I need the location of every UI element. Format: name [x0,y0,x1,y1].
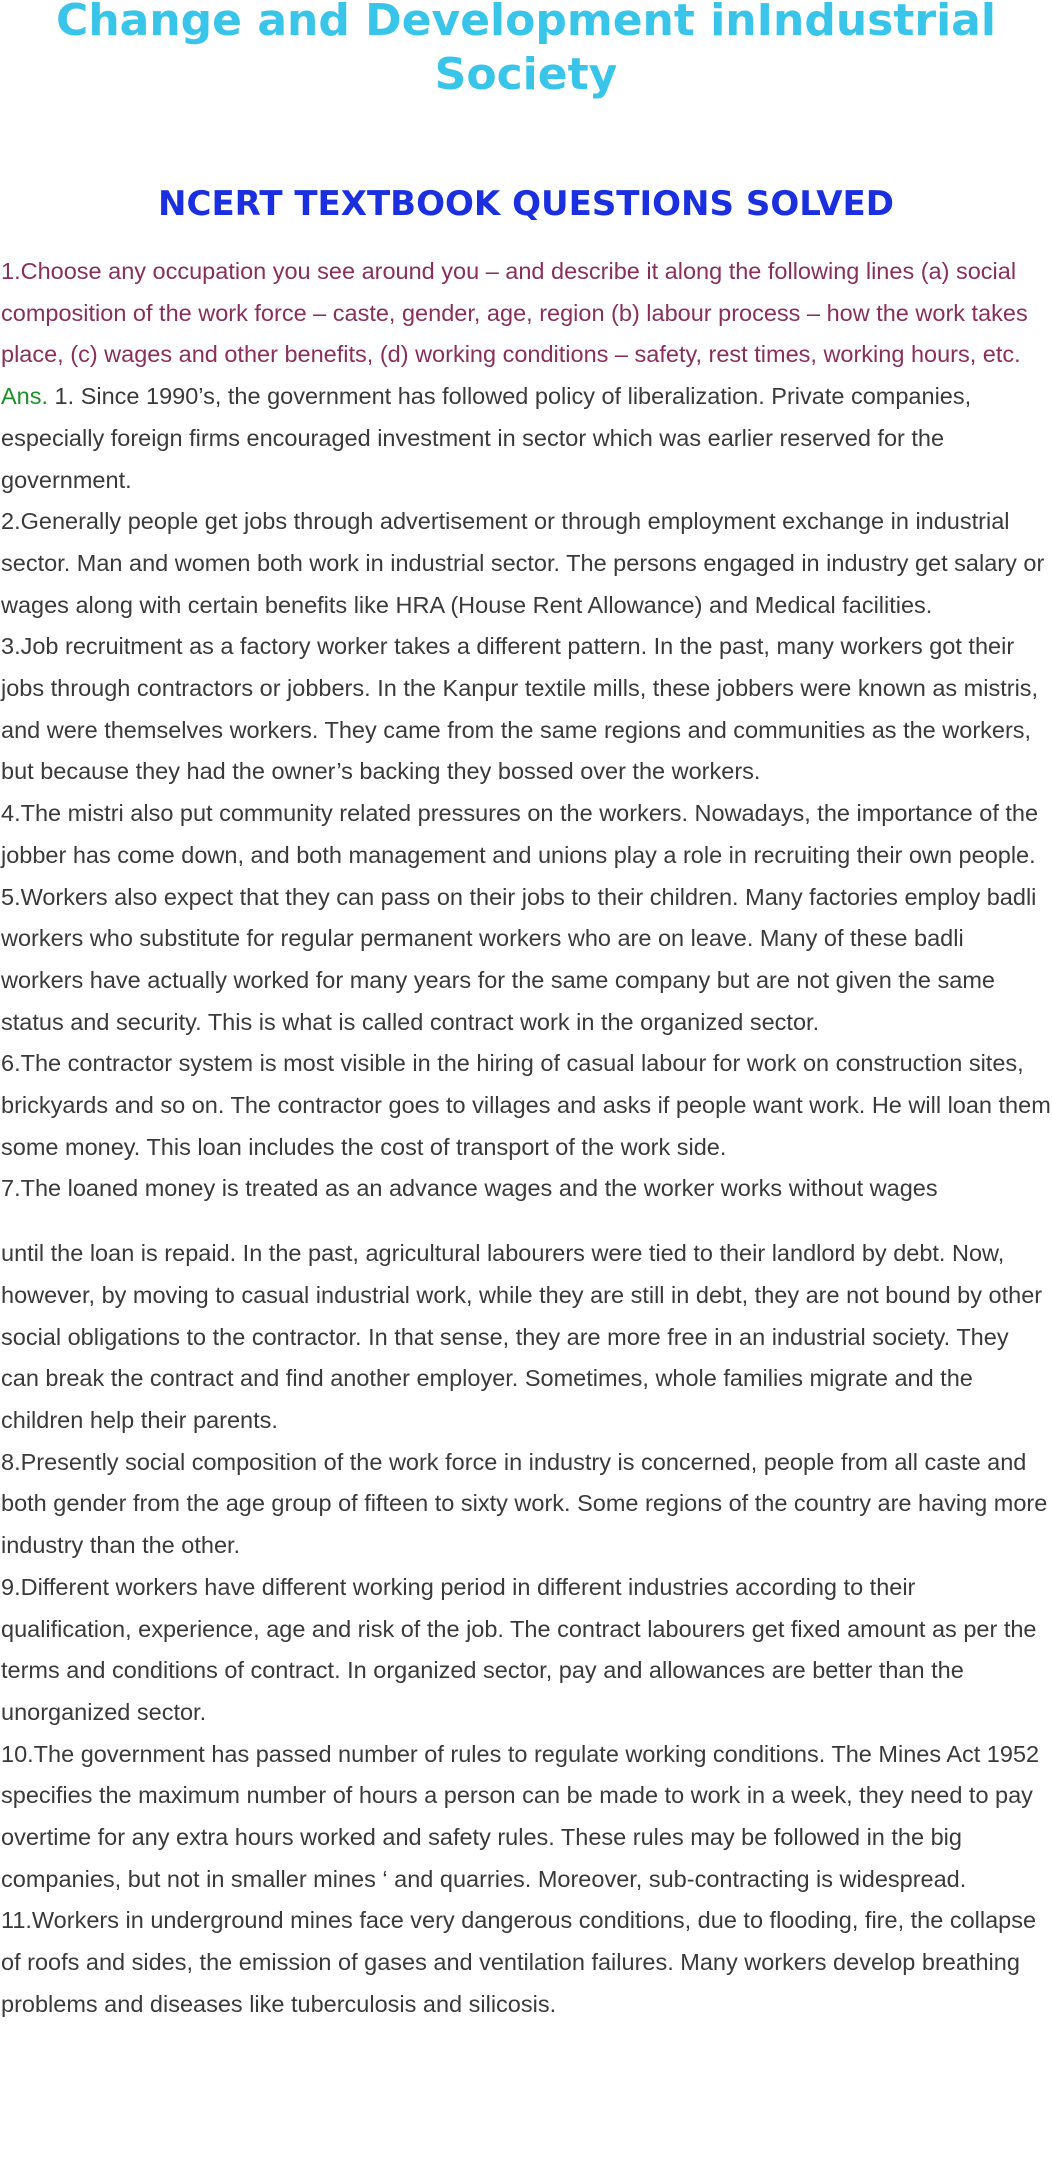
answer-paragraph-3: 3.Job recruitment as a factory worker takes a different pattern. In the past, many workers got their jobs through contractors or jobbers. In the Kanpur textile mills, these jobbers were known as mistris, and were themselves workers. They came from the same regions and communities as the workers, but because they had the owner’s backing they bossed over the workers. [1,633,1039,785]
answer-paragraph-1 [1,376,1051,501]
answer-paragraph-10: 10.The government has passed number of rules to regulate working conditions. The Mines Act 1952 specifies the maximum number of hours a person can be made to work in a week, they need to pay overtime for any extra hours worked and safety rules. These rules may be followed in the big companies, but not in smaller mines ‘ and quarries. Moreover, sub-contracting is widespread. [1,1740,1040,1892]
article-body [1,251,1051,2026]
answer-paragraph-7: 7.The loaned money is treated as an advance wages and the worker works without wages [1,1175,938,1202]
paragraph-gap [1,1210,1051,1233]
section-subtitle: NCERT TEXTBOOK QUESTIONS SOLVED [158,184,894,224]
answer-paragraph-4: 4.The mistri also put community related pressures on the workers. Nowadays, the importance of the jobber has come down, and both management and unions play a role in recruiting their own people. [1,800,1039,868]
answer-paragraph-8: 8.Presently social composition of the work force in industry is concerned, people from all caste and both gender from the age group of fifteen to sixty work. Some regions of the country are having more industry than the other. [1,1448,1048,1559]
answer-paragraph-2: 2.Generally people get jobs through advertisement or through employment exchange in industrial sector. Man and women both work in industrial sector. The persons engaged in industry get salary or wages along with certain benefits like HRA (House Rent Allowance) and Medical facilities. [1,508,1045,618]
answer-paragraph-9: 9.Different workers have different working period in different industries according to their qualification, experience, age and risk of the job. The contract labourers get fixed amount as per the terms and conditions of contract. In organized sector, pay and allowances are better than the unorganized sector. [1,1573,1037,1725]
answer-paragraph-7-continued: until the loan is repaid. In the past, agricultural labourers were tied to their landlord by debt. Now, however, by moving to casual industrial work, while they are still in debt, they are not bound by other social obligations to the contractor. In that sense, they are more free in an industrial society. They can break the contract and find another employer. Sometimes, whole families migrate and the children help their parents. [1,1240,1043,1433]
answer-paragraph-5: 5.Workers also expect that they can pass on their jobs to their children. Many factories employ badli workers who substitute for regular permanent workers who are on leave. Many of these badli workers have actually worked for many years for the same company but are not given the same status and security. This is what is called contract work in the organized sector. [1,883,1037,1035]
answer-label: Ans. [1,383,49,410]
answer-paragraph-11: 11.Workers in underground mines face very dangerous conditions, due to flooding, fire, the collapse of roofs and sides, the emission of gases and ventilation failures. Many workers develop breathing problems and diseases like tuberculosis and silicosis. [1,1907,1037,2017]
page-title: Change and Development inIndustrial Society [56,0,996,100]
answer-paragraph-6: 6.The contractor system is most visible in the hiring of casual labour for work on construction sites, brickyards and so on. The contractor goes to villages and asks if people want work. He will loan them some money. This loan includes the cost of transport of the work side. [1,1050,1051,1160]
answer-first-text: 1. Since 1990’s, the government has followed policy of liberalization. Private companies, especially foreign firms encouraged investment in sector which was earlier reserved for the government. [1,383,972,493]
question-text: 1.Choose any occupation you see around you – and describe it along the following lines (a) social composition of the work force – caste, gender, age, region (b) labour process – how the work takes place, (c) wages and other benefits, (d) working conditions – safety, rest times, working hours, etc. [1,258,1028,368]
